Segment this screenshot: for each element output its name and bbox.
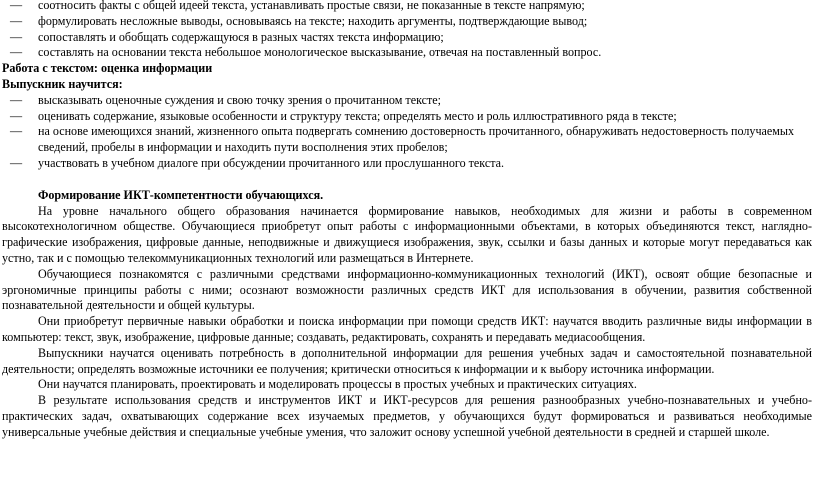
list-item [0, 93, 816, 109]
list-item [0, 0, 816, 14]
section-title-ict: Формирование ИКТ-компетентности обучающихся. [38, 187, 324, 202]
section-heading-text-evaluation: Работа с текстом: оценка информации [2, 61, 213, 76]
dash-marker: — [10, 155, 23, 170]
list-item [0, 109, 816, 125]
paragraph: Обучающиеся познакомятся с различными средствами информационно-коммуникационных технологий (ИКТ), освоят общие безопасные и эргономичные принципы работы с ними; осознают возможности различных средств ИКТ для использования в обучении, развития собственной познавательной деятельности и общей культуры. [2, 266, 812, 313]
dash-marker: — [10, 29, 23, 44]
skills-list-top [0, 0, 816, 61]
graduate-will-learn-heading: Выпускник научится: [2, 76, 123, 91]
list-item-text: формулировать несложные выводы, основываясь на тексте; находить аргументы, подтверждающие вывод; [38, 13, 588, 28]
paragraph: Они приобретут первичные навыки обработки и поиска информации при помощи средств ИКТ: научатся вводить различные виды информации в компьютер: текст, звук, изображение, цифровые данные; создавать, редактировать, сохранять и передавать медиасообщения. [2, 314, 812, 344]
ict-section-body [0, 204, 816, 441]
dash-marker: — [10, 92, 23, 107]
dash-marker: — [10, 124, 23, 139]
dash-marker: — [10, 0, 23, 12]
paragraph: Они научатся планировать, проектировать и моделировать процессы в простых учебных и практических ситуациях. [38, 377, 637, 392]
paragraph: Выпускники научатся оценивать потребность в дополнительной информации для решения учебных задач и самостоятельной познавательной деятельности; определять возможные источники ее получения; критически относиться к информации и к выбору источника информации. [2, 345, 812, 376]
paragraph: На уровне начального общего образования начинается формирование навыков, необходимых для жизни и работы в современном высокотехнологичном обществе. Обучающиеся приобретут опыт работы с информационными объектами, в которых объединяются текст, наглядно-графические изображения, цифровые данные, неподвижные и движущиеся изображения, звук, ссылки и базы данных и которые могут передаваться как устно, так и с помощью телекоммуникационных технологий или размещаться в Интернете. [2, 203, 812, 265]
dash-marker: — [10, 45, 23, 60]
list-item-text: составлять на основании текста небольшое монологическое высказывание, отвечая на поставленный вопрос. [38, 45, 602, 60]
list-item-text: оценивать содержание, языковые особенности и структуру текста; определять место и роль иллюстративного ряда в тексте; [38, 108, 677, 123]
list-item-text: высказывать оценочные суждения и свою точку зрения о прочитанном тексте; [38, 92, 442, 107]
list-item-text: соотносить факты с общей идеей текста, устанавливать простые связи, не показанные в тексте напрямую; [38, 0, 585, 12]
dash-marker: — [10, 108, 23, 123]
dash-marker: — [10, 13, 23, 28]
list-item-text: участвовать в учебном диалоге при обсуждении прочитанного или прослушанного текста. [38, 155, 505, 170]
list-item [0, 30, 816, 46]
list-item-text: сопоставлять и обобщать содержащуюся в разных частях текста информацию; [38, 29, 444, 44]
list-item [0, 14, 816, 30]
list-item [0, 156, 816, 172]
list-item [0, 45, 816, 61]
list-item [0, 124, 816, 156]
list-item-text: на основе имеющихся знаний, жизненного опыта подвергать сомнению достоверность прочитанного, обнаруживать недостоверность получаемых сведений, пробелы в информации и находить пути восполнения этих пробелов; [38, 124, 795, 155]
paragraph: В результате использования средств и инструментов ИКТ и ИКТ-ресурсов для решения разнообразных учебно-познавательных и учебно-практических задач, охватывающих содержание всех изучаемых предметов, у обучающихся будут формироваться и развиваться необходимые универсальные учебные действия и специальные учебные умения, что заложит основу успешной учебной деятельности в средней и старшей школе. [2, 393, 812, 439]
skills-list-evaluation [0, 93, 816, 172]
